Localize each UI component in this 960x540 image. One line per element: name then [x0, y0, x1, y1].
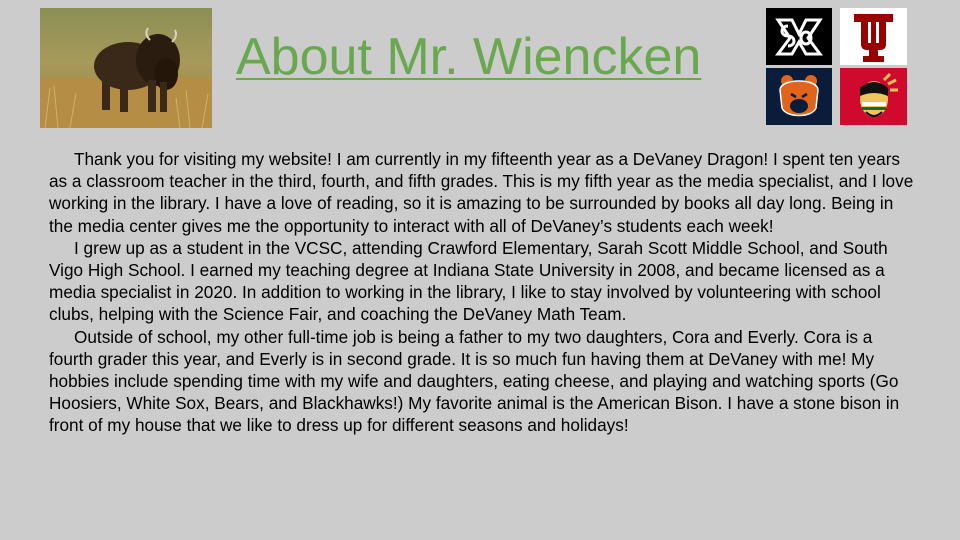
page-title[interactable]: About Mr. Wiencken	[236, 28, 702, 86]
white-sox-logo	[766, 8, 832, 65]
chicago-blackhawks-logo	[840, 68, 907, 125]
chicago-bears-logo	[766, 68, 832, 125]
paragraph-education: I grew up as a student in the VCSC, attending Crawford Elementary, Sarah Scott Middle School, and South Vigo High School. I earned my teaching degree at Indiana State University in 2008, and became licensed as a media specialist in 2020. In addition to working in the library, I like to stay involved by volunteering with school clubs, helping with the Science Fair, and coaching the DeVaney Math Team.	[49, 237, 888, 325]
indiana-hoosiers-logo	[840, 8, 907, 65]
paragraph-personal: Outside of school, my other full-time job is being a father to my two daughters, Cora and Everly. Cora is a fourth grader this year, and Everly is in second grade. It is so much fun having them at DeVaney with me! My hobbies include spending time with my wife and daughters, eating cheese, and playing and watching sports (Go Hoosiers, White Sox, Bears, and Blackhawks!) My favorite animal is the American Bison. I have a stone bison in front of my house that we like to dress up for different seasons and holidays!	[49, 326, 900, 436]
about-text	[49, 148, 919, 437]
paragraph-intro: Thank you for visiting my website! I am currently in my fifteenth year as a DeVaney Dragon! I spent ten years as a classroom teacher in the third, fourth, and fifth grades. This is my fifth year as the media specialist, and I love working in the library. I have a love of reading, so it is amazing to be surrounded by books all day long. Being in the media center gives me the opportunity to interact with all of DeVaney’s students each week!	[49, 149, 914, 236]
bison-photo	[40, 8, 212, 128]
